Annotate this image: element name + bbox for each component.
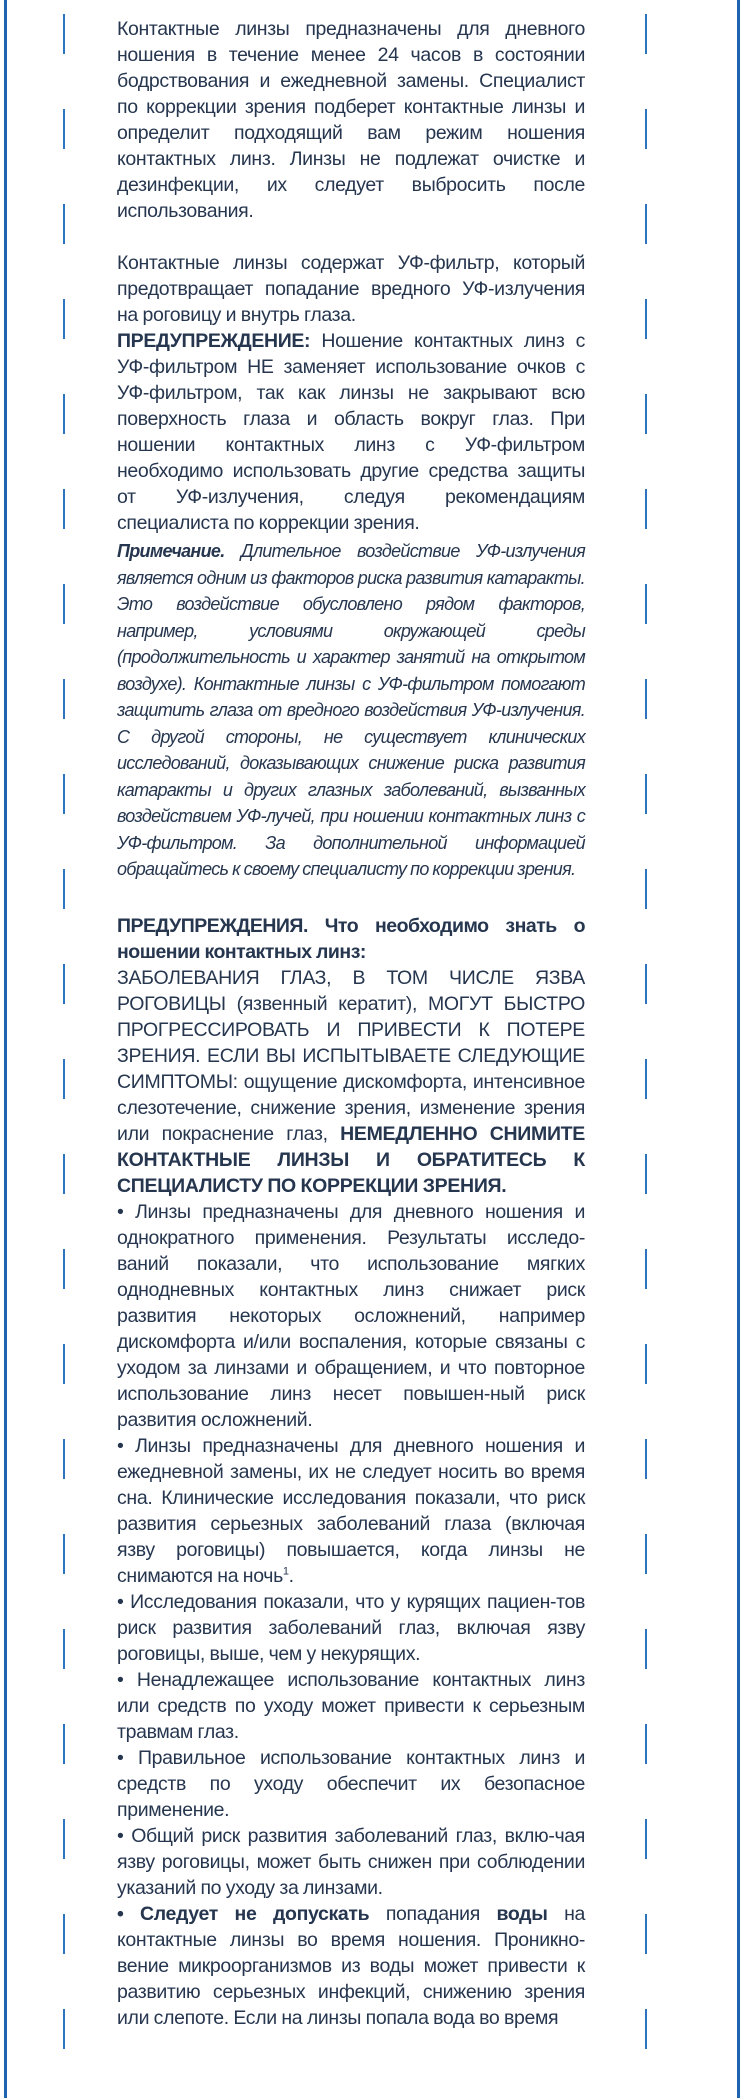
tick-mark [63, 1914, 65, 1954]
tick-mark [645, 14, 647, 54]
tick-mark [63, 394, 65, 434]
uv-note-text: Длительное воздействие УФ-излучения является одним из факторов риска развития катаракты. Это воздействие обусловлено рядом факторов, например, условиями окружающей среды (продолжительность и характер занятий на открытом воздухе). Контактные линзы с УФ-фильтром помогают защитить глаза от вредного воздействия УФ-излучения. С другой стороны, не существует клинических исследований, доказывающих снижение риска развития катаракты и других глазных заболеваний, вызванных воздействием УФ-лучей, при ношении контактных линз с УФ-фильтром. За дополнительной информацией обращайтесь к своему специалисту по коррекции зрения. [117, 541, 585, 879]
bullet-water-text-2: на контактные линзы во время ношения. Проникно-вение микроорганизмов из воды может привести к развитию серьезных инфекций, снижению зрения или слепоте. Если на линзы попала вода во время [117, 1902, 585, 2029]
tick-mark [645, 299, 647, 339]
tick-mark [63, 1154, 65, 1194]
tick-mark [63, 584, 65, 624]
tick-mark [63, 1059, 65, 1099]
tick-mark [645, 1629, 647, 1669]
tick-mark [63, 679, 65, 719]
tick-mark [645, 109, 647, 149]
uv-note-paragraph [117, 538, 585, 883]
tick-mark [645, 1914, 647, 1954]
tick-mark [645, 2009, 647, 2049]
tick-mark [63, 204, 65, 244]
tick-mark [645, 1344, 647, 1384]
tick-mark [63, 489, 65, 529]
tick-mark [63, 299, 65, 339]
bullet-single-use: • Линзы предназначены для дневного ношения и однократного применения. Результаты исследо-ваний показали, что использование мягких однодневных контактных линз снижает риск развития некоторых осложнений, например дискомфорта и/или воспаления, которые связаны с уходом за линзами и обращением, и что повторное использование линз несет повышен-ный риск развития осложнений. [117, 1200, 585, 1431]
tick-mark [63, 2009, 65, 2049]
tick-mark [63, 1819, 65, 1859]
uv-warning-paragraph [117, 328, 585, 536]
tick-mark [63, 1629, 65, 1669]
tick-mark [645, 584, 647, 624]
tick-mark [63, 1724, 65, 1764]
tick-mark [645, 489, 647, 529]
eye-disease-warning [117, 965, 585, 1199]
footnote-mark: 1 [282, 1565, 289, 1577]
tick-mark [63, 14, 65, 54]
bullet-water-bold-1: • Следует не допускать [117, 1902, 370, 1925]
tick-mark [63, 964, 65, 1004]
eye-disease-warning-bold: НЕМЕДЛЕННО СНИМИТЕ КОНТАКТНЫЕ ЛИНЗЫ И ОБРАТИТЕСЬ К СПЕЦИАЛИСТУ ПО КОРРЕКЦИИ ЗРЕНИЯ. [117, 1122, 585, 1197]
tick-mark [645, 774, 647, 814]
tick-mark [63, 774, 65, 814]
tick-mark [645, 1724, 647, 1764]
eye-disease-warning-text: ЗАБОЛЕВАНИЯ ГЛАЗ, В ТОМ ЧИСЛЕ ЯЗВА РОГОВИЦЫ (язвенный кератит), МОГУТ БЫСТРО ПРОГРЕССИРОВАТЬ И ПРИВЕСТИ К ПОТЕРЕ ЗРЕНИЯ. ЕСЛИ ВЫ ИСПЫТЫВАЕТЕ СЛЕДУЮЩИЕ СИМПТОМЫ: ощущение дискомфорта, интенсивное слезотечение, снижение зрения, изменение зрения или покраснение глаз, [117, 966, 585, 1145]
tick-mark [645, 679, 647, 719]
tick-mark [645, 869, 647, 909]
left-tick-marks [63, 0, 65, 2098]
uv-warning-text: Ношение контактных линз с УФ-фильтром НЕ заменяет использование очков с УФ-фильтром, так как линзы не закрывают всю поверхность глаза и область вокруг глаз. При ношении контактных линз с УФ-фильтром необходимо использовать другие средства защиты от УФ-излучения, следуя рекомендациям специалиста по коррекции зрения. [117, 330, 585, 534]
bullet-water-text-1: попадания [369, 1902, 497, 1925]
uv-warning-label: ПРЕДУПРЕЖДЕНИЕ: [117, 330, 311, 352]
tick-mark [63, 1344, 65, 1384]
right-border-line [737, 0, 740, 2098]
bullet-water-bold-2: воды [496, 1902, 548, 1925]
left-border-line [4, 0, 7, 2098]
tick-mark [63, 109, 65, 149]
tick-mark [63, 1249, 65, 1289]
tick-mark [645, 204, 647, 244]
tick-mark [63, 1439, 65, 1479]
uv-note-label: Примечание. [117, 541, 225, 561]
tick-mark [645, 1439, 647, 1479]
wearing-schedule-paragraph: Контактные линзы предназначены для дневного ношения в течение менее 24 часов в состоянии бодрствования и ежедневной замены. Специалист по коррекции зрения подберет контактные линзы и определит подходящий вам режим ношения контактных линз. Линзы не подлежат очистке и дезинфекции, их следует выбросить после использования. [117, 18, 585, 222]
right-tick-marks [645, 0, 647, 2098]
bullet-water [117, 1901, 585, 2031]
uv-filter-paragraph: Контактные линзы содержат УФ-фильтр, который предотвращает попадание вредного УФ-излучения на роговицу и внутрь глаза. [117, 252, 585, 326]
bullet-overall-risk: • Общий риск развития заболеваний глаз, вклю-чая язву роговицы, может быть снижен при соблюдении указаний по уходу за линзами. [117, 1824, 585, 1899]
tick-mark [645, 1059, 647, 1099]
tick-mark [645, 1154, 647, 1194]
bullet-no-sleep-text: • Линзы предназначены для дневного ношения и ежедневной замены, их не следует носить во время сна. Клинические исследования показали, что риск развития серьезных заболеваний глаза (включая язву роговицы) повышается, когда линзы не снимаются на ночь [117, 1434, 585, 1587]
tick-mark [63, 1534, 65, 1574]
tick-mark [645, 964, 647, 1004]
tick-mark [645, 1249, 647, 1289]
bullet-smokers: • Исследования показали, что у курящих пациен-тов риск развития заболеваний глаз, включая язву роговицы, выше, чем у некурящих. [117, 1590, 585, 1665]
bullet-no-sleep: • Линзы предназначены для дневного ношения и ежедневной замены, их не следует носить во время сна. Клинические исследования показали, что риск развития серьезных заболеваний глаза (включая язву роговицы) повышается, когда линзы не снимаются на ночь$^1$. [117, 1434, 585, 1587]
warnings-heading: ПРЕДУПРЕЖДЕНИЯ. Что необходимо знать о ношении контактных линз: [117, 914, 585, 963]
tick-mark [645, 1534, 647, 1574]
tick-mark [63, 869, 65, 909]
bullet-proper-use: • Правильное использование контактных линз и средств по уходу обеспечит их безопасное применение. [117, 1746, 585, 1821]
tick-mark [645, 1819, 647, 1859]
bullet-improper-use: • Ненадлежащее использование контактных линз или средств по уходу может привести к серьезным травмам глаз. [117, 1668, 585, 1743]
tick-mark [645, 394, 647, 434]
instruction-text-block [117, 16, 585, 2031]
